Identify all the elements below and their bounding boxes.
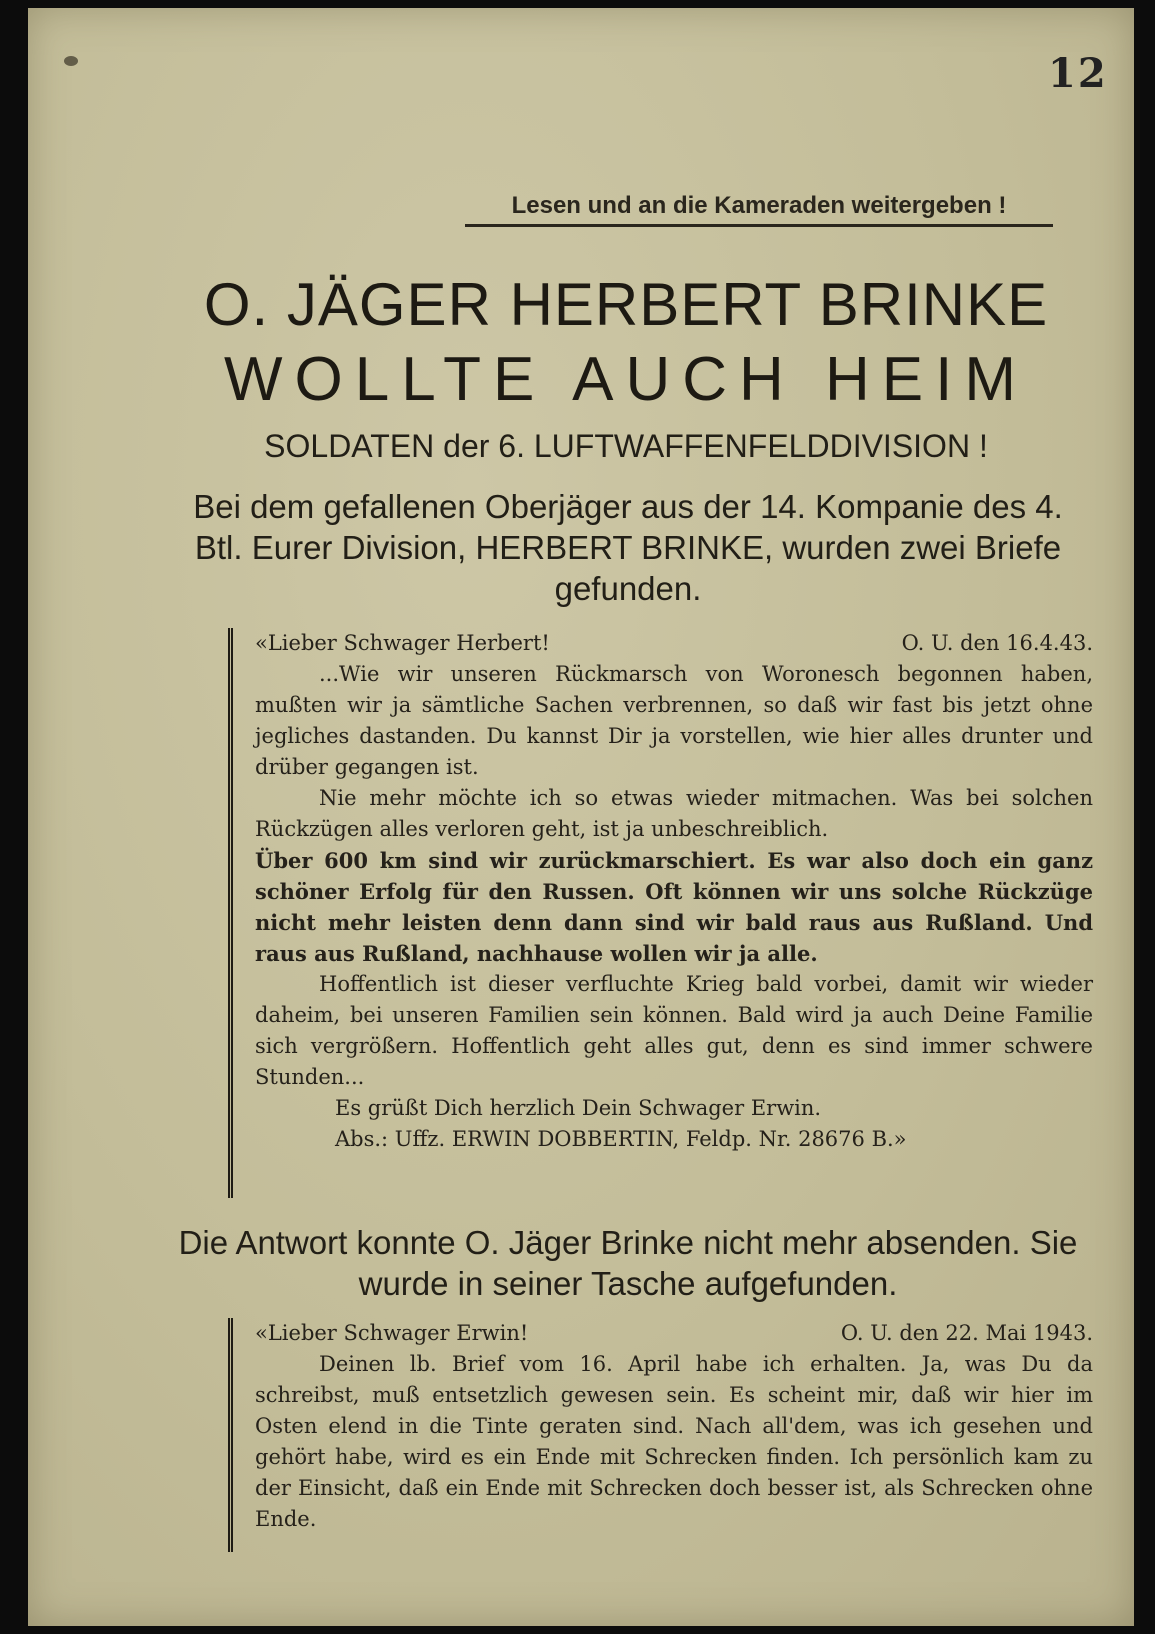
letter-paragraph: ...Wie wir unseren Rückmarsch von Woronesch begonnen haben, mußten wir ja sämtliche Sachen verbrennen, so daß wir fast bis jetzt ohne jegliches dastanden. Du kannst Dir ja vorstellen, wie hier alles drunter und drüber gegangen ist. bbox=[255, 662, 1093, 779]
letter-salutation: «Lieber Schwager Herbert! bbox=[255, 631, 550, 655]
letter-header bbox=[255, 1318, 1093, 1349]
leaflet-page bbox=[28, 8, 1134, 1626]
letter-bold-paragraph: Über 600 km sind wir zurückmarschiert. Es war also doch ein ganz schöner Erfolg für den Russen. Oft können wir uns solche Rückzüge nicht mehr leisten denn dann sind wir bald raus aus Rußland. Und raus aus Rußland, nachhause wollen wir ja alle. bbox=[255, 848, 1093, 966]
letter-greeting: Es grüßt Dich herzlich Dein Schwager Erwin. bbox=[335, 1096, 822, 1120]
letter-paragraph: Deinen lb. Brief vom 16. April habe ich erhalten. Ja, was Du da schreibst, muß entsetzlich gewesen sein. Es scheint mir, daß wir hier im Osten elend in die Tinte geraten sind. Nach all'dem, was ich gesehen und gehört habe, wird es ein Ende mit Schrecken finden. Ich persönlich kam zu der Einsicht, daß ein Ende mit Schrecken doch besser ist, als Schrecken ohne Ende. bbox=[255, 1352, 1093, 1531]
subtitle: SOLDATEN der 6. LUFTWAFFENFELDDIVISION ! bbox=[264, 428, 988, 464]
letter-from-erwin bbox=[228, 628, 1093, 1198]
letter-paragraph: Hoffentlich ist dieser verfluchte Krieg bald vorbei, damit wir wieder daheim, bei unseren Familien sein können. Bald wird ja auch Deine Familie sich vergrößern. Hoffentlich geht alles gut, denn es sind immer schwere Stunden... bbox=[255, 972, 1093, 1089]
tagline: Lesen und an die Kameraden weitergeben ! bbox=[465, 192, 1053, 227]
letter-sender: Abs.: Uffz. ERWIN DOBBERTIN, Feldp. Nr. 28676 B.» bbox=[335, 1127, 907, 1151]
headline-line-2: WOLLTE AUCH HEIM bbox=[223, 345, 1029, 414]
letter-reply-from-herbert bbox=[228, 1318, 1093, 1552]
intro-paragraph: Bei dem gefallenen Oberjäger aus der 14. Kompanie des 4. Btl. Eurer Division, HERBERT BRINKE, wurden zwei Briefe gefunden. bbox=[193, 488, 1063, 607]
letter-salutation: «Lieber Schwager Erwin! bbox=[255, 1321, 529, 1345]
letter-paragraph: Nie mehr möchte ich so etwas wieder mitmachen. Was bei solchen Rückzügen alles verloren geht, ist ja unbeschreiblich. bbox=[255, 786, 1093, 841]
letter-header bbox=[255, 628, 1093, 659]
page-number: 12 bbox=[1048, 50, 1108, 97]
letter-date: O. U. den 16.4.43. bbox=[901, 631, 1093, 655]
middle-text: Die Antwort konnte O. Jäger Brinke nicht mehr absenden. Sie wurde in seiner Tasche aufgefunden. bbox=[178, 1224, 1078, 1302]
headline-line-1: O. JÄGER HERBERT BRINKE bbox=[203, 271, 1049, 338]
paper-blemish bbox=[64, 56, 78, 66]
letter-date: O. U. den 22. Mai 1943. bbox=[840, 1321, 1093, 1345]
